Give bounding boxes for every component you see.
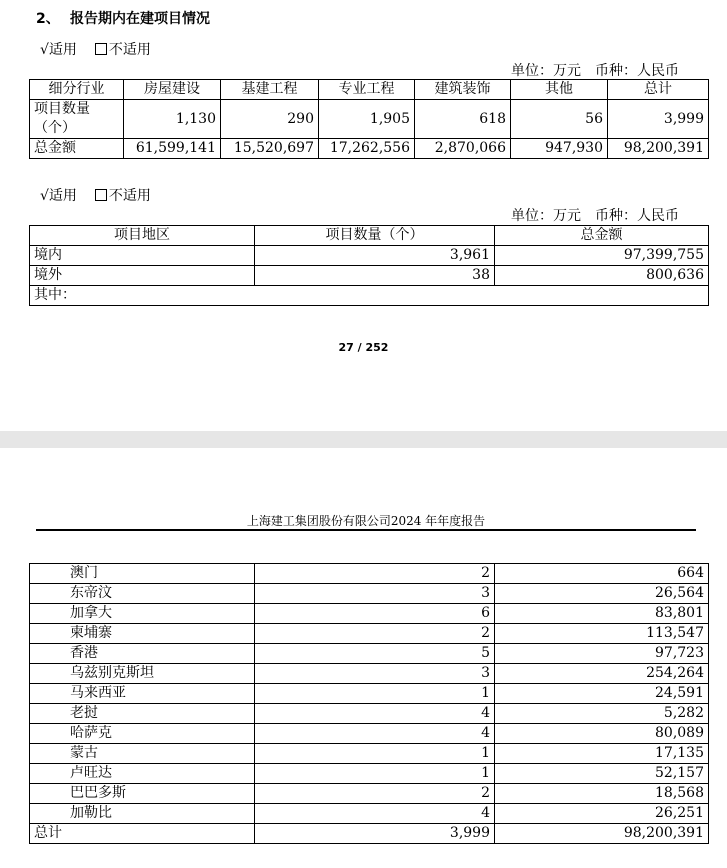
header-rule [36, 529, 696, 531]
overseas-region-table [29, 563, 709, 844]
applicable-check: √适用 [40, 42, 77, 58]
table-row [30, 724, 709, 744]
header-cell: 专业工程 [319, 80, 415, 100]
table-row [30, 684, 709, 704]
count-cell: 1 [255, 744, 495, 764]
amount-cell: 664 [495, 564, 709, 584]
region-cell: 蒙古 [30, 744, 255, 764]
count-cell: 2 [255, 624, 495, 644]
total-row [30, 824, 709, 844]
amount-cell: 26,251 [495, 804, 709, 824]
row-label [30, 100, 124, 139]
table-row [30, 139, 709, 159]
section-heading [36, 8, 210, 28]
amount-cell: 24,591 [495, 684, 709, 704]
amount-cell: 17,135 [495, 744, 709, 764]
amount-cell: 80,089 [495, 724, 709, 744]
region-cell: 马来西亚 [30, 684, 255, 704]
header-cell: 房屋建设 [124, 80, 221, 100]
amount-cell: 52,157 [495, 764, 709, 784]
count-cell: 3 [255, 584, 495, 604]
table-cell: 1,905 [319, 100, 415, 139]
row-label-line-2: （个） [34, 120, 76, 136]
header-cell: 建筑装饰 [415, 80, 511, 100]
table-cell: 61,599,141 [124, 139, 221, 159]
count-cell: 4 [255, 804, 495, 824]
amount-cell: 97,399,755 [495, 246, 709, 266]
count-cell: 1 [255, 764, 495, 784]
header-cell: 项目数量（个） [255, 226, 495, 246]
count-cell: 1 [255, 684, 495, 704]
table-row [30, 100, 709, 139]
count-cell: 6 [255, 604, 495, 624]
note-cell: 其中： [30, 286, 709, 306]
unit-label-1: 单位：万元 币种：人民币 [511, 63, 679, 79]
count-cell: 5 [255, 644, 495, 664]
table-cell: 56 [511, 100, 608, 139]
header-cell: 基建工程 [221, 80, 319, 100]
checkbox-icon [95, 189, 107, 201]
table-cell: 1,130 [124, 100, 221, 139]
region-cell: 巴巴多斯 [30, 784, 255, 804]
table-row [30, 624, 709, 644]
region-cell: 老挝 [30, 704, 255, 724]
table-cell: 947,930 [511, 139, 608, 159]
region-cell: 境内 [30, 246, 255, 266]
section-number: 2、 [36, 11, 60, 27]
region-cell: 卢旺达 [30, 764, 255, 784]
table-row [30, 246, 709, 266]
table-row [30, 764, 709, 784]
count-cell: 3 [255, 664, 495, 684]
table-row [30, 584, 709, 604]
table-cell: 2,870,066 [415, 139, 511, 159]
header-cell: 总金额 [495, 226, 709, 246]
checkbox-icon [95, 43, 107, 55]
amount-cell: 254,264 [495, 664, 709, 684]
region-cell: 哈萨克 [30, 724, 255, 744]
table-header-row [30, 226, 709, 246]
table-cell: 3,999 [608, 100, 709, 139]
amount-cell: 18,568 [495, 784, 709, 804]
count-cell: 4 [255, 704, 495, 724]
table-cell: 290 [221, 100, 319, 139]
table-row [30, 644, 709, 664]
page-number: 27 / 252 [338, 341, 389, 354]
table-cell: 17,262,556 [319, 139, 415, 159]
count-cell: 2 [255, 784, 495, 804]
amount-cell: 98,200,391 [495, 824, 709, 844]
not-applicable-label: 不适用 [108, 42, 151, 58]
region-cell: 柬埔寨 [30, 624, 255, 644]
count-cell: 3,999 [255, 824, 495, 844]
region-cell: 东帝汶 [30, 584, 255, 604]
table-row [30, 266, 709, 286]
table-row [30, 564, 709, 584]
count-cell: 3,961 [255, 246, 495, 266]
region-cell: 香港 [30, 644, 255, 664]
table-row [30, 604, 709, 624]
page-gap [0, 431, 727, 448]
applicable-check: √适用 [40, 188, 77, 204]
region-cell: 乌兹别克斯坦 [30, 664, 255, 684]
region-cell: 境外 [30, 266, 255, 286]
unit-label-2: 单位：万元 币种：人民币 [511, 208, 679, 224]
amount-cell: 5,282 [495, 704, 709, 724]
count-cell: 38 [255, 266, 495, 286]
table-row [30, 286, 709, 306]
table-row [30, 664, 709, 684]
region-table [29, 225, 709, 306]
amount-cell: 800,636 [495, 266, 709, 286]
amount-cell: 113,547 [495, 624, 709, 644]
industry-table [29, 79, 709, 159]
table-row [30, 744, 709, 764]
region-cell: 加勒比 [30, 804, 255, 824]
table-header-row [30, 80, 709, 100]
header-cell: 其他 [511, 80, 608, 100]
row-label-line-1: 项目数量 [34, 101, 90, 117]
running-header: 上海建工集团股份有限公司2024 年年度报告 [246, 514, 486, 528]
table-row [30, 704, 709, 724]
row-label: 总金额 [30, 139, 124, 159]
overseas-table-body [30, 564, 709, 844]
total-label: 总计 [30, 824, 255, 844]
not-applicable-label: 不适用 [108, 188, 151, 204]
amount-cell: 97,723 [495, 644, 709, 664]
header-cell: 细分行业 [30, 80, 124, 100]
region-cell: 澳门 [30, 564, 255, 584]
header-cell: 项目地区 [30, 226, 255, 246]
table-row [30, 804, 709, 824]
amount-cell: 83,801 [495, 604, 709, 624]
applicability-line-1 [40, 39, 151, 59]
section-title: 报告期内在建项目情况 [70, 11, 210, 27]
applicability-line-2 [40, 185, 151, 205]
table-cell: 618 [415, 100, 511, 139]
table-row [30, 784, 709, 804]
table-cell: 15,520,697 [221, 139, 319, 159]
count-cell: 4 [255, 724, 495, 744]
table-cell: 98,200,391 [608, 139, 709, 159]
count-cell: 2 [255, 564, 495, 584]
region-cell: 加拿大 [30, 604, 255, 624]
amount-cell: 26,564 [495, 584, 709, 604]
header-cell: 总计 [608, 80, 709, 100]
